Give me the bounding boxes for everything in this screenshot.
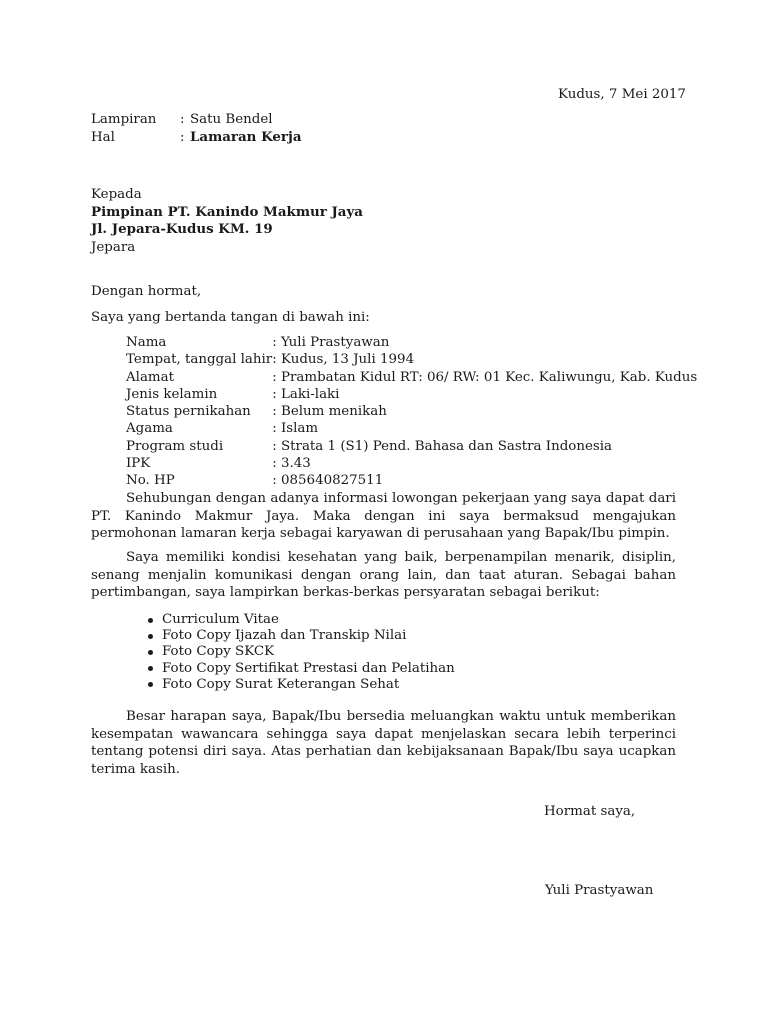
greeting: Dengan hormat,	[91, 284, 202, 299]
paragraph-qualifications	[91, 549, 676, 602]
field-label: Nama	[126, 335, 167, 350]
field-label: Tempat, tanggal lahir	[126, 352, 273, 368]
field-value: Belum menikah	[280, 404, 387, 420]
list-item: Foto Copy Surat Keterangan Sehat	[145, 677, 455, 693]
paragraph-job-info	[91, 490, 676, 543]
field-value: Prambatan Kidul RT: 06/ RW: 01 Kec. Kaliwungu, Kab. Kudus	[280, 369, 698, 385]
list-item: Curriculum Vitae	[145, 612, 455, 628]
field-colon: :	[272, 421, 281, 437]
field-value: Kudus, 13 Juli 1994	[280, 352, 415, 368]
recipient-street: Jl. Jepara-Kudus KM. 19	[91, 221, 273, 237]
meta-colon: :	[180, 112, 185, 127]
field-value: Strata 1 (S1) Pend. Bahasa dan Sastra Indonesia	[280, 438, 613, 454]
field-value: 085640827511	[280, 473, 384, 489]
field-label: Agama	[126, 421, 173, 437]
field-value: Yuli Prastyawan	[280, 335, 390, 350]
field-colon: :	[272, 335, 281, 350]
list-item: Foto Copy Ijazah dan Transkip Nilai	[145, 628, 455, 644]
meta-value: Satu Bendel	[190, 112, 273, 127]
field-colon: :	[272, 404, 281, 420]
field-value: Islam	[280, 421, 319, 437]
paragraph-closing-remarks	[91, 708, 676, 778]
recipient-address	[91, 186, 363, 256]
meta-subject-row	[91, 129, 302, 146]
signer-name: Yuli Prastyawan	[545, 883, 654, 898]
field-label: IPK	[126, 456, 151, 472]
closing-salutation: Hormat saya,	[544, 804, 636, 819]
meta-colon: :	[180, 130, 185, 145]
meta-value: Lamaran Kerja	[190, 129, 302, 145]
paragraph-text: Saya memiliki kondisi kesehatan yang baik, berpenampilan menarik, disiplin, senang menjalin komunikasi dengan orang lain, dan taat aturan. Sebagai bahan pertimbangan, saya lampirkan berkas-berkas persyaratan sebagai berikut:	[91, 550, 676, 600]
table-row	[126, 420, 697, 437]
field-label: No. HP	[126, 473, 175, 489]
field-colon: :	[272, 386, 281, 402]
field-colon: :	[272, 473, 281, 489]
field-colon: :	[272, 352, 281, 368]
table-row	[126, 438, 697, 455]
recipient-name: Pimpinan PT. Kanindo Makmur Jaya	[91, 203, 363, 220]
table-row	[126, 386, 697, 403]
field-colon: :	[272, 369, 281, 385]
table-row	[126, 369, 697, 386]
field-label: Status pernikahan	[126, 404, 251, 420]
applicant-data-table	[126, 334, 697, 490]
meta-label: Lampiran	[91, 112, 157, 127]
meta-attachment-row	[91, 111, 273, 128]
table-row	[126, 455, 697, 472]
table-row	[126, 472, 697, 489]
place-date: Kudus, 7 Mei 2017	[558, 87, 686, 102]
intro-line: Saya yang bertanda tangan di bawah ini:	[91, 310, 370, 325]
table-row	[126, 334, 697, 351]
field-value: 3.43	[280, 456, 311, 472]
field-value: Laki-laki	[280, 386, 340, 402]
attachments-list	[145, 612, 455, 693]
field-label: Jenis kelamin	[126, 386, 218, 402]
table-row	[126, 403, 697, 420]
field-label: Program studi	[126, 438, 224, 454]
field-colon: :	[272, 456, 281, 472]
list-item: Foto Copy SKCK	[145, 644, 455, 660]
recipient-salutation: Kepada	[91, 187, 142, 202]
field-label: Alamat	[126, 369, 174, 385]
recipient-city: Jepara	[91, 239, 136, 255]
list-item: Foto Copy Sertifikat Prestasi dan Pelatihan	[145, 661, 455, 677]
paragraph-text: Sehubungan dengan adanya informasi lowongan pekerjaan yang saya dapat dari PT. Kanindo Makmur Jaya. Maka dengan ini saya bermaksud mengajukan permohonan lamaran kerja sebagai karyawan di perusahaan yang Bapak/Ibu pimpin.	[91, 491, 676, 541]
table-row	[126, 351, 697, 368]
paragraph-text: Besar harapan saya, Bapak/Ibu bersedia meluangkan waktu untuk memberikan kesempatan wawancara sehingga saya dapat menjelaskan secara lebih terperinci tentang potensi diri saya. Atas perhatian dan kebijaksanaan Bapak/Ibu saya ucapkan terima kasih.	[91, 709, 676, 777]
field-colon: :	[272, 438, 281, 454]
meta-label: Hal	[91, 130, 115, 145]
